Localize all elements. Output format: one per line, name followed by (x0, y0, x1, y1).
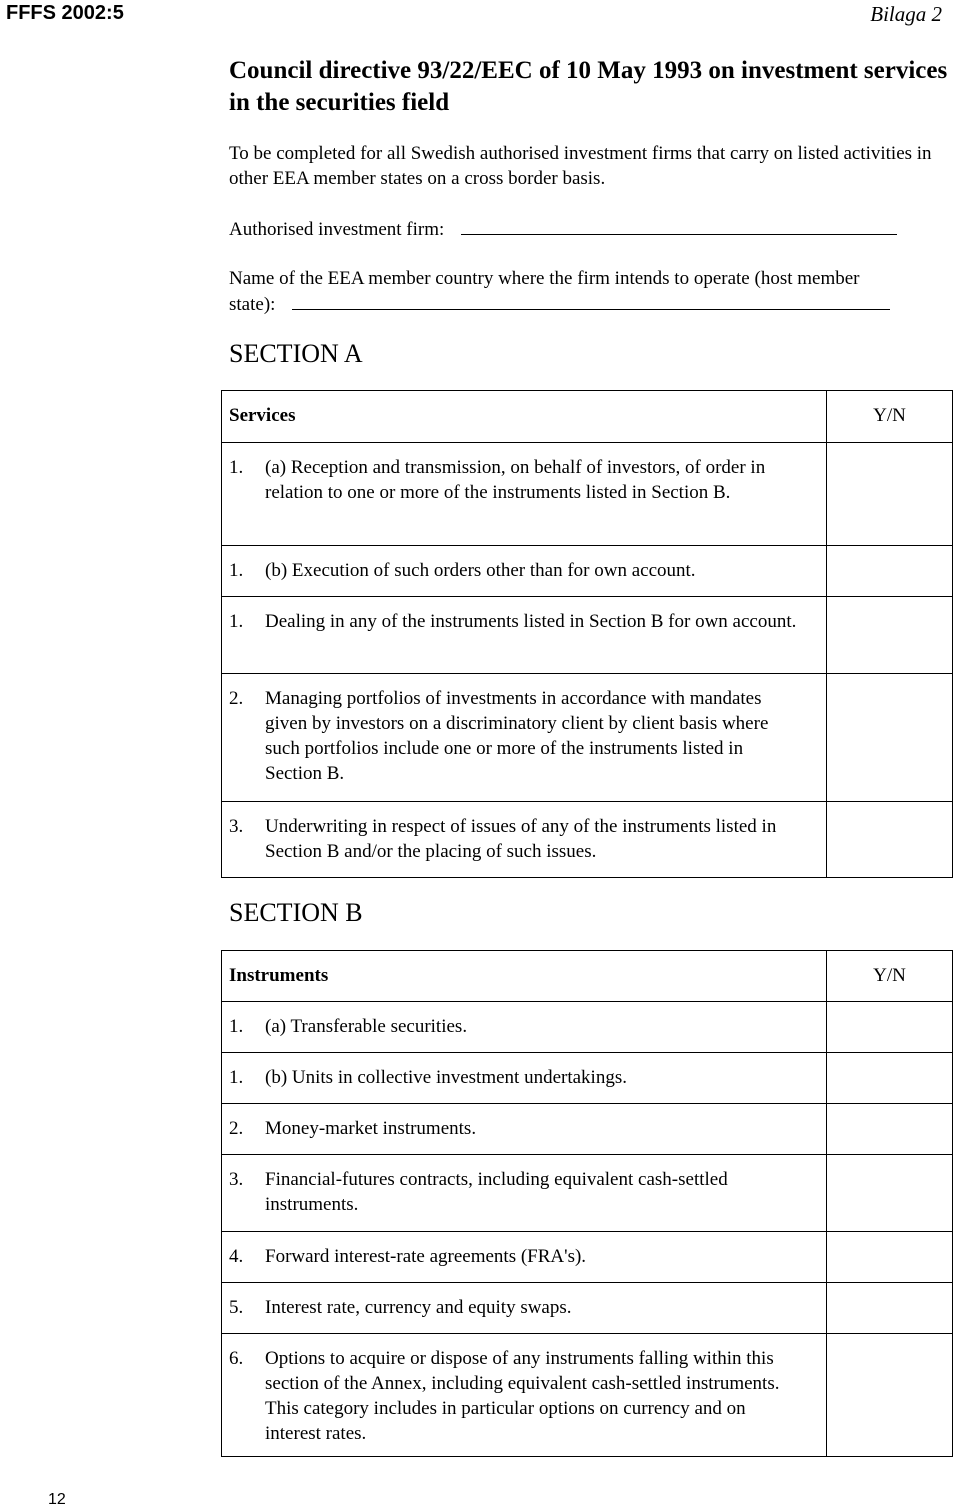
service-row-text-cell (222, 802, 827, 878)
instrument-row-content (222, 1104, 826, 1151)
instrument-row-content (222, 1002, 826, 1049)
instrument-row (222, 1002, 953, 1053)
item-number: 1. (229, 1016, 244, 1037)
item-number: 1. (229, 1067, 244, 1088)
instrument-row-text-cell (222, 1053, 827, 1104)
yn-answer-cell[interactable] (827, 1002, 953, 1053)
yn-answer-cell[interactable] (827, 1232, 953, 1283)
service-row-content (222, 674, 826, 796)
services-column-header: Services (222, 391, 827, 443)
item-number: 1. (229, 457, 244, 478)
instrument-row (222, 1155, 953, 1232)
yn-answer-cell[interactable] (827, 443, 953, 546)
page-number: 12 (48, 1491, 66, 1508)
section-a-title: SECTION A (229, 339, 363, 368)
service-row-text-cell (222, 597, 827, 674)
service-row-text-cell (222, 546, 827, 597)
service-row-text-cell (222, 674, 827, 802)
instrument-row (222, 1283, 953, 1334)
services-yn-header: Y/N (827, 391, 953, 443)
instrument-row-content (222, 1053, 826, 1100)
item-text: Interest rate, currency and equity swaps. (265, 1297, 572, 1318)
yn-answer-cell[interactable] (827, 546, 953, 597)
instrument-row (222, 1334, 953, 1457)
instrument-row (222, 1232, 953, 1283)
country-label-line2: state): (229, 294, 276, 315)
yn-answer-cell[interactable] (827, 1053, 953, 1104)
country-row (229, 291, 959, 317)
item-text: Managing portfolios of investments in accordance with mandates given by investors on a discriminatory client by client basis where such portfolios include one or more of the instruments listed in Section B. (265, 688, 769, 784)
item-text: Forward interest-rate agreements (FRA's). (265, 1246, 587, 1267)
service-row (222, 443, 953, 546)
service-row (222, 674, 953, 802)
instrument-row-text-cell (222, 1104, 827, 1155)
services-table (221, 390, 953, 878)
host-country-field[interactable] (292, 291, 890, 310)
instrument-row-text-cell (222, 1232, 827, 1283)
instrument-row-content (222, 1334, 826, 1456)
item-text: Money-market instruments. (265, 1118, 477, 1139)
service-row-content (222, 802, 826, 874)
item-number: 5. (229, 1297, 244, 1318)
service-row (222, 546, 953, 597)
intro-text: To be completed for all Swedish authorised investment firms that carry on listed activities in other EEA member states on a cross border basis. (229, 143, 932, 189)
item-number: 2. (229, 1118, 244, 1139)
service-row-content (222, 443, 826, 515)
section-b-title: SECTION B (229, 898, 363, 927)
item-text: Underwriting in respect of issues of any of the instruments listed in Section B and/or the placing of such issues. (265, 816, 777, 862)
item-number: 1. (229, 611, 244, 632)
instrument-row (222, 1104, 953, 1155)
firm-label: Authorised investment firm: (229, 219, 445, 240)
firm-row (229, 216, 959, 242)
yn-answer-cell[interactable] (827, 1155, 953, 1232)
service-row-content (222, 546, 826, 593)
yn-answer-cell[interactable] (827, 1104, 953, 1155)
yn-answer-cell[interactable] (827, 802, 953, 878)
appendix-label: Bilaga 2 (870, 2, 942, 26)
services-header-row (222, 391, 953, 443)
item-text: (b) Execution of such orders other than for own account. (265, 560, 696, 581)
item-text: (a) Reception and transmission, on behalf of investors, of order in relation to one or more of the instruments listed in Section B. (265, 457, 766, 503)
service-row-content (222, 597, 826, 644)
item-text: Options to acquire or dispose of any instruments falling within this section of the Annex, including equivalent cash-settled instruments. This category includes in particular options on currency and on interest rates. (265, 1348, 780, 1444)
item-number: 3. (229, 816, 244, 837)
yn-answer-cell[interactable] (827, 597, 953, 674)
item-number: 1. (229, 560, 244, 581)
instrument-row-text-cell (222, 1334, 827, 1457)
item-number: 4. (229, 1246, 244, 1267)
instruments-table (221, 950, 953, 1457)
service-row (222, 802, 953, 878)
document-code: FFFS 2002:5 (6, 2, 124, 24)
instruments-yn-header: Y/N (827, 951, 953, 1002)
yn-answer-cell[interactable] (827, 1283, 953, 1334)
instruments-header-row (222, 951, 953, 1002)
instrument-row-text-cell (222, 1283, 827, 1334)
item-number: 6. (229, 1348, 244, 1369)
item-text: (b) Units in collective investment undertakings. (265, 1067, 627, 1088)
firm-name-field[interactable] (461, 216, 897, 235)
service-row (222, 597, 953, 674)
item-text: (a) Transferable securities. (265, 1016, 468, 1037)
page-title: Council directive 93/22/EEC of 10 May 1993 on investment services in the securities field (229, 57, 948, 116)
instrument-row-text-cell (222, 1002, 827, 1053)
instruments-column-header: Instruments (222, 951, 827, 1002)
country-label-line1: Name of the EEA member country where the firm intends to operate (host member (229, 268, 860, 289)
item-text: Dealing in any of the instruments listed in Section B for own account. (265, 611, 797, 632)
item-number: 2. (229, 688, 244, 709)
instrument-row-text-cell (222, 1155, 827, 1232)
instrument-row-content (222, 1232, 826, 1279)
yn-answer-cell[interactable] (827, 1334, 953, 1457)
instrument-row-content (222, 1283, 826, 1330)
instrument-row (222, 1053, 953, 1104)
yn-answer-cell[interactable] (827, 674, 953, 802)
service-row-text-cell (222, 443, 827, 546)
instrument-row-content (222, 1155, 826, 1227)
item-text: Financial-futures contracts, including equivalent cash-settled instruments. (265, 1169, 728, 1215)
item-number: 3. (229, 1169, 244, 1190)
